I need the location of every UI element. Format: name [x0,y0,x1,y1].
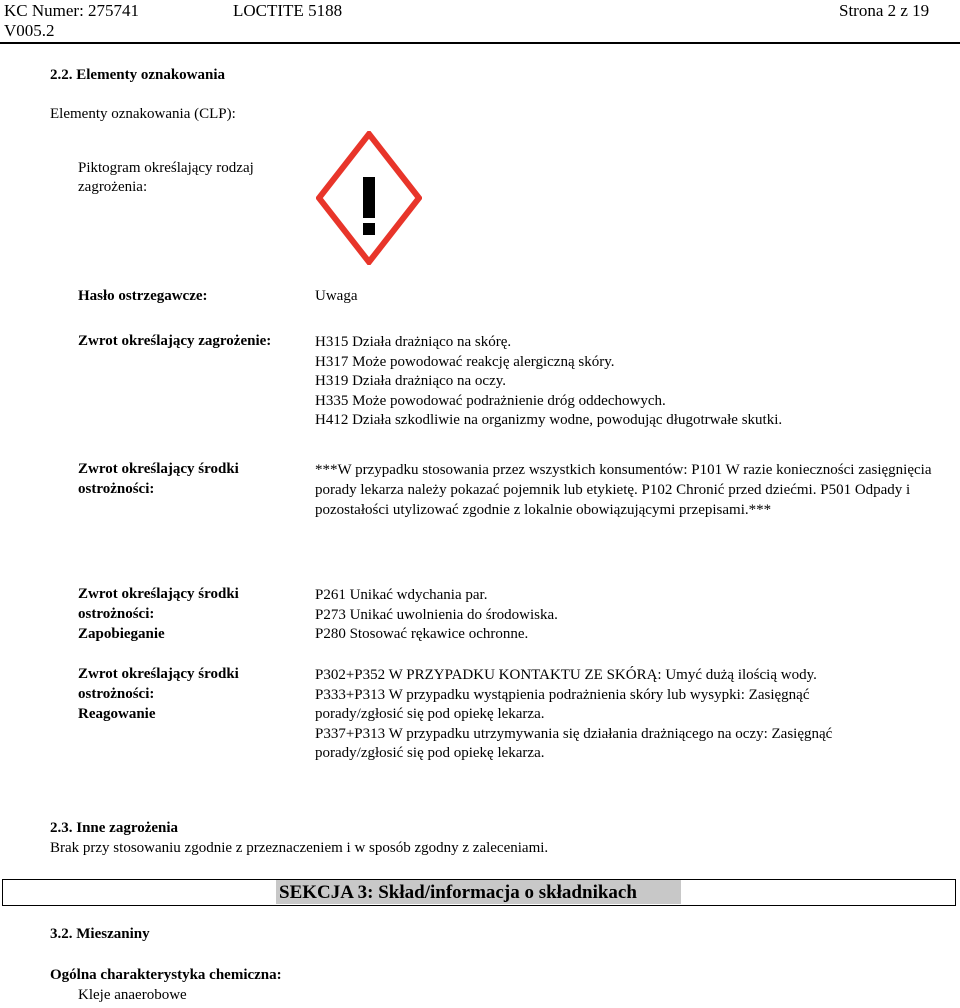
response-label-line2: ostrożności: [78,686,155,702]
response-label-line1: Zwrot określający środki [78,666,239,682]
general-characteristics-label: Ogólna charakterystyka chemiczna: [50,967,282,983]
hazard-statement: H317 Może powodować reakcję alergiczną skóry. [315,353,615,370]
hazard-statement: H315 Działa drażniąco na skórę. [315,334,512,350]
page-number: Strona 2 z 19 [839,1,930,20]
hazard-statements [315,333,782,431]
kc-number: KC Numer: 275741 [4,1,140,20]
precaution-label-line1: Zwrot określający środki [78,461,239,477]
response-line: porady/zgłosić się pod opiekę lekarza. [315,745,545,761]
hazard-statement: H412 Działa szkodliwie na organizmy wodne, powodując długotrwałe skutki. [315,412,783,428]
hazard-statement: H319 Działa drażniąco na oczy. [315,373,507,389]
signal-word: Uwaga [315,288,358,304]
pictogram-label-line2: zagrożenia: [78,179,148,195]
section-2-2-heading: 2.2. Elementy oznakowania [50,67,226,83]
response-line: P333+P313 W przypadku wystąpienia podrażnienia skóry lub wysypki: Zasięgnąć [315,686,810,703]
prevention-statement: P273 Unikać uwolnienia do środowiska. [315,606,558,623]
prevention-statements [315,586,558,645]
signal-word-label: Hasło ostrzegawcze: [78,288,208,304]
prevention-statement: P280 Stosować rękawice ochronne. [315,626,529,642]
hazard-statement: H335 Może powodować podrażnienie dróg oddechowych. [315,392,666,409]
ghs07-exclamation-icon [316,131,422,270]
pictogram-label-line1: Piktogram określający rodzaj [78,160,254,176]
section-2-3-heading: 2.3. Inne zagrożenia [50,820,179,836]
version: V005.2 [4,21,55,40]
prevention-statement: P261 Unikać wdychania par. [315,587,488,603]
clp-label: Elementy oznakowania (CLP): [50,106,236,122]
precaution-label-line2: ostrożności: [78,481,155,497]
response-line: P337+P313 W przypadku utrzymywania się działania drażniącego na oczy: Zasięgnąć [315,725,833,742]
response-label-line3: Reagowanie [78,706,156,722]
product-name: LOCTITE 5188 [233,1,343,20]
response-line: P302+P352 W PRZYPADKU KONTAKTU ZE SKÓRĄ: Umyć dużą ilością wody. [315,667,817,683]
prevention-label-line1: Zwrot określający środki [78,586,239,602]
general-characteristics-value: Kleje anaerobowe [78,987,187,1003]
response-line: porady/zgłosić się pod opiekę lekarza. [315,706,545,722]
precaution-text: ***W przypadku stosowania przez wszystkich konsumentów: P101 W razie konieczności zasięgnięcia porady lekarza należy pokazać pojemnik lub etykietę. P102 Chronić przed dziećmi. P501 Odpady i pozostałości utylizować zgodnie z lokalnie obowiązującymi przepisami.*** [315,462,932,518]
section-3-2-heading: 3.2. Mieszaniny [50,926,150,942]
section-2-3-text: Brak przy stosowaniu zgodnie z przeznaczeniem i w sposób zgodny z zaleceniami. [50,840,549,856]
response-statements [315,666,832,764]
header-rule [0,42,960,44]
hazard-statement-label: Zwrot określający zagrożenie: [78,333,272,349]
prevention-label-line2: ostrożności: [78,606,155,622]
section-3-title: SEKCJA 3: Skład/informacja o składnikach [276,880,681,904]
prevention-label-line3: Zapobieganie [78,626,165,642]
